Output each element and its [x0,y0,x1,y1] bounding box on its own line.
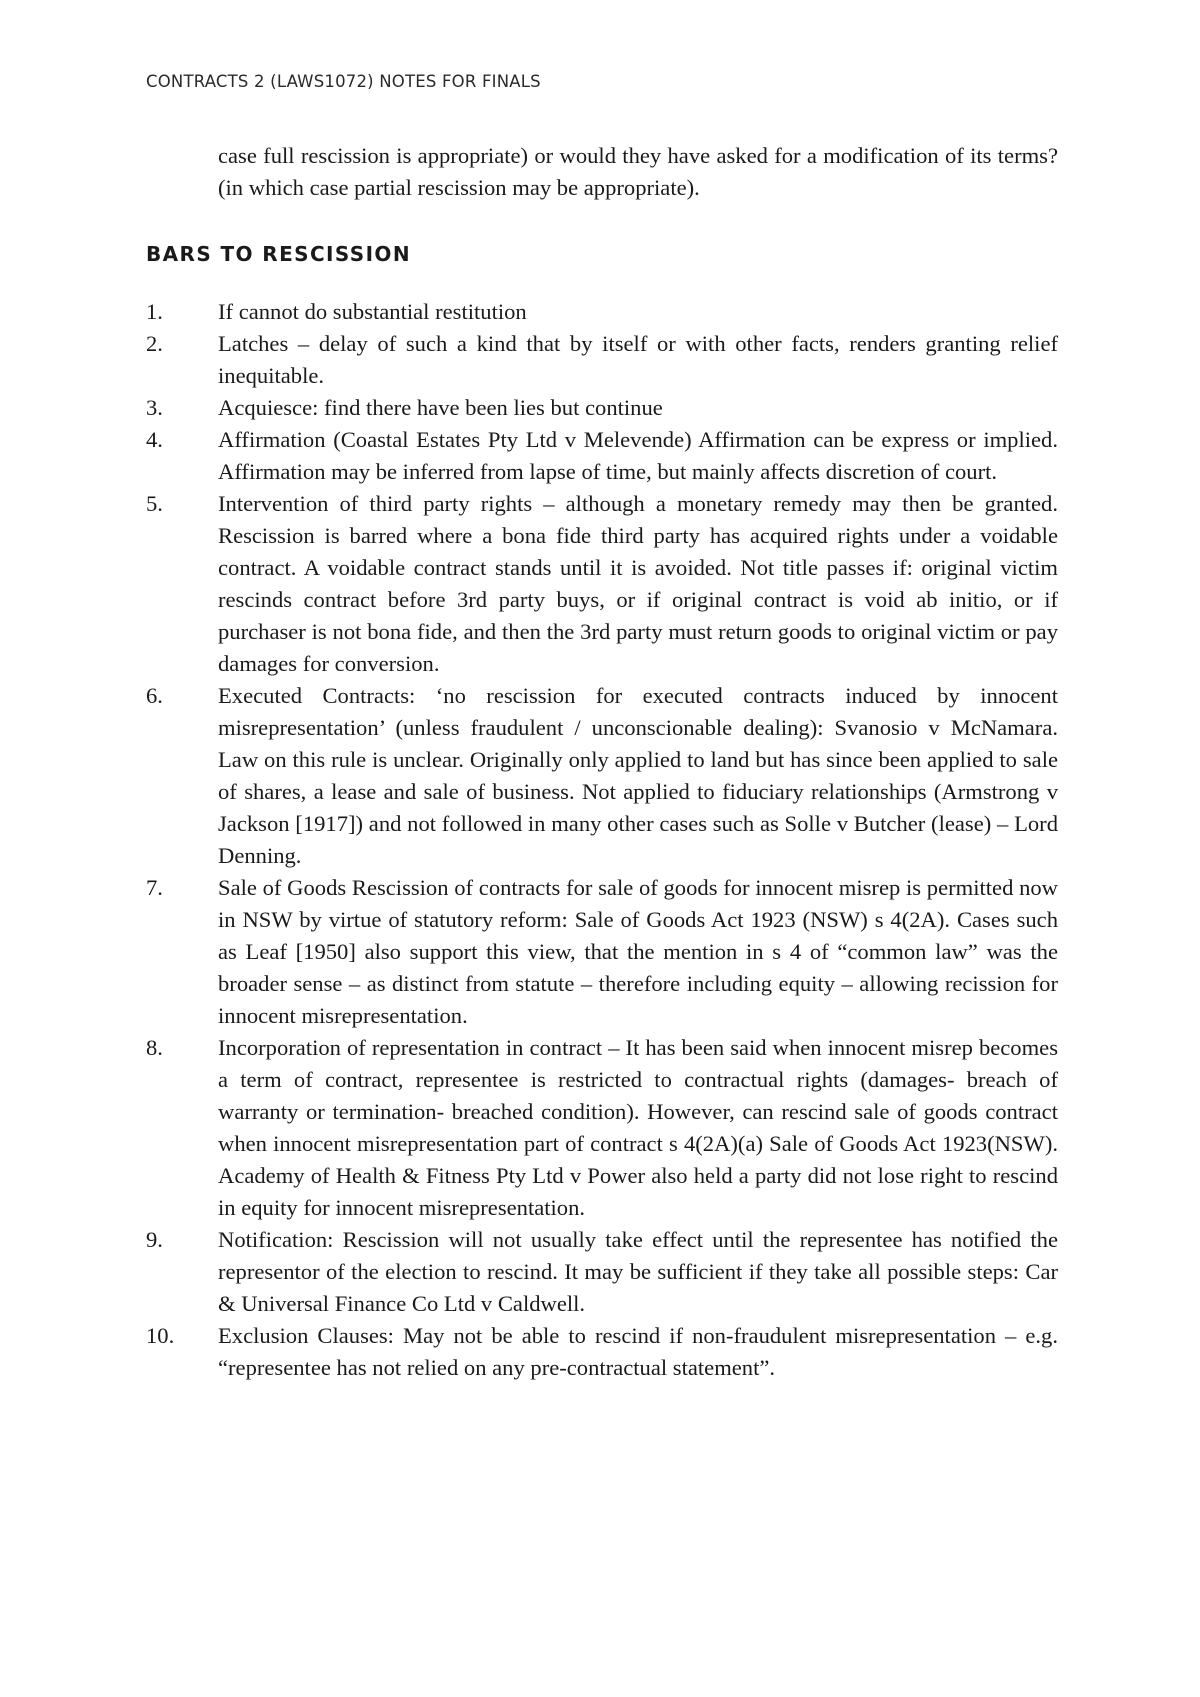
list-item [146,1032,1058,1224]
item-text: Incorporation of representation in contract – It has been said when innocent misrep becomes a term of contract, representee is restricted to contractual rights (damages- breach of warranty or termination- breached condition). However, can rescind sale of goods contract when innocent misrepresentation part of contract s 4(2A)(a) Sale of Goods Act 1923(NSW). Academy of Health & Fitness Pty Ltd v Power also held a party did not lose right to rescind in equity for innocent misrepresentation. [218,1035,1058,1220]
item-text: Executed Contracts: ‘no rescission for executed contracts induced by innocent misrepresentation’ (unless fraudulent / unconscionable dealing): Svanosio v McNamara. Law on this rule is unclear. Originally only applied to land but has since been applied to sale of shares, a lease and sale of business. Not applied to fiduciary relationships (Armstrong v Jackson [1917]) and not followed in many other cases such as Solle v Butcher (lease) – Lord Denning. [218,683,1058,868]
item-number: 7. [146,875,163,900]
list-item [146,872,1058,1032]
list-item [146,392,1058,424]
item-text: If cannot do substantial restitution [218,299,527,324]
item-number: 1. [146,299,163,324]
item-number: 2. [146,331,163,356]
continuation-paragraph: case full rescission is appropriate) or would they have asked for a modification of its terms? (in which case partial rescission may be appropriate). [218,143,1058,200]
list-item [146,488,1058,680]
item-text: Acquiesce: find there have been lies but continue [218,395,663,420]
item-text: Intervention of third party rights – although a monetary remedy may then be granted. Rescission is barred where a bona fide third party has acquired rights under a voidable contract. A voidable contract stands until it is avoided. Not title passes if: original victim rescinds contract before 3rd party buys, or if original contract is void ab initio, or if purchaser is not bona fide, and then the 3rd party must return goods to original victim or pay damages for conversion. [218,491,1058,676]
list-item [146,328,1058,392]
item-text: Latches – delay of such a kind that by itself or with other facts, renders granting relief inequitable. [218,331,1058,388]
document-body [146,140,1058,1384]
item-number: 10. [146,1323,175,1348]
list-item [146,1320,1058,1384]
section-heading: BARS TO RESCISSION [146,242,411,266]
item-number: 4. [146,427,163,452]
item-text: Sale of Goods Rescission of contracts for sale of goods for innocent misrep is permitted now in NSW by virtue of statutory reform: Sale of Goods Act 1923 (NSW) s 4(2A). Cases such as Leaf [1950] also support this view, that the mention in s 4 of “common law” was the broader sense – as distinct from statute – therefore including equity – allowing recission for innocent misrepresentation. [218,875,1058,1028]
item-text: Notification: Rescission will not usually take effect until the representee has notified the representor of the election to rescind. It may be sufficient if they take all possible steps: Car & Universal Finance Co Ltd v Caldwell. [218,1227,1058,1316]
item-text: Exclusion Clauses: May not be able to rescind if non-fraudulent misrepresentation – e.g. “representee has not relied on any pre-contractual statement”. [218,1323,1058,1380]
item-number: 8. [146,1035,163,1060]
item-number: 5. [146,491,163,516]
item-text: Affirmation (Coastal Estates Pty Ltd v Melevende) Affirmation can be express or implied. Affirmation may be inferred from lapse of time, but mainly affects discretion of court. [218,427,1058,484]
list-item [146,296,1058,328]
list-item [146,424,1058,488]
list-item [146,680,1058,872]
list-item [146,1224,1058,1320]
item-number: 3. [146,395,163,420]
bars-list [146,296,1058,1384]
item-number: 6. [146,683,163,708]
running-header: CONTRACTS 2 (LAWS1072) NOTES FOR FINALS [146,72,541,91]
item-number: 9. [146,1227,163,1252]
